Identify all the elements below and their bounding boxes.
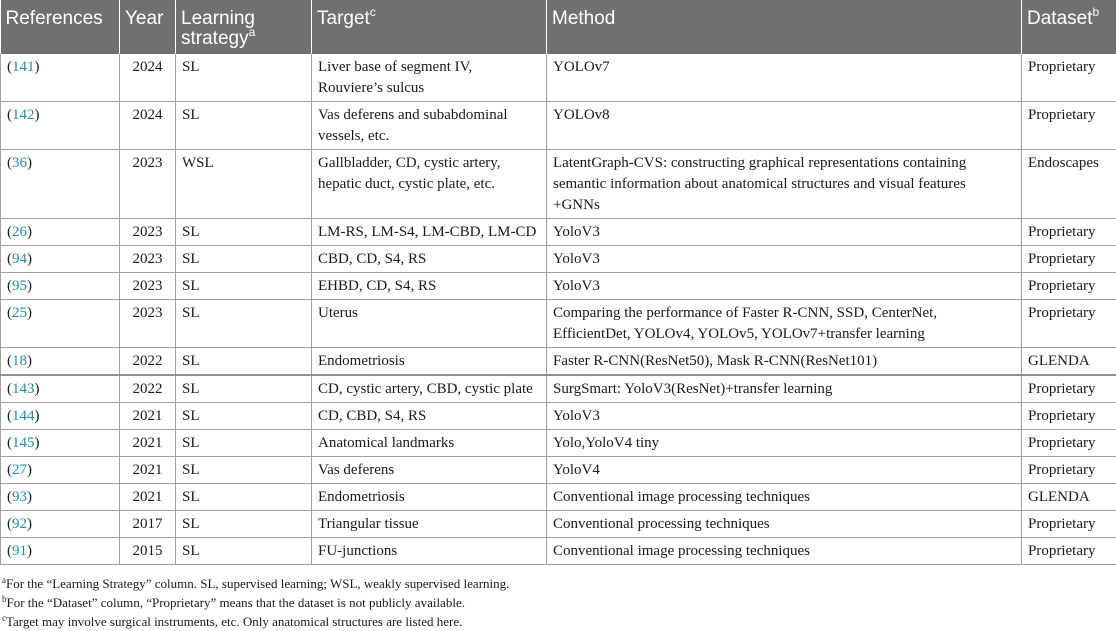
- cell-strategy: SL: [176, 102, 312, 150]
- cell-dataset: Proprietary: [1022, 457, 1116, 484]
- cell-dataset: Proprietary: [1022, 219, 1116, 246]
- table-header: [1, 0, 1116, 54]
- cell-year: 2015: [120, 538, 176, 565]
- cell-reference: (27): [1, 457, 120, 484]
- cell-strategy: SL: [176, 348, 312, 376]
- footnote-text: For the “Dataset” column, “Proprietary” means that the dataset is not publicly available.: [7, 595, 465, 610]
- cell-dataset: Proprietary: [1022, 102, 1116, 150]
- cell-dataset: Endoscapes: [1022, 150, 1116, 219]
- cell-method: LatentGraph-CVS: constructing graphical representations containing semantic information about anatomical structures and visual features +GNNs: [547, 150, 1022, 219]
- cell-year: 2021: [120, 457, 176, 484]
- cell-target: Gallbladder, CD, cystic artery, hepatic duct, cystic plate, etc.: [312, 150, 547, 219]
- reference-link[interactable]: 95: [12, 278, 27, 294]
- header-year: Year: [120, 0, 176, 54]
- reference-link[interactable]: 36: [12, 155, 27, 171]
- cell-year: 2021: [120, 403, 176, 430]
- cell-method: SurgSmart: YoloV3(ResNet)+transfer learning: [547, 375, 1022, 403]
- cell-reference: (25): [1, 300, 120, 348]
- footnote-mark: c: [2, 613, 6, 623]
- cell-dataset: Proprietary: [1022, 273, 1116, 300]
- cell-year: 2023: [120, 219, 176, 246]
- cell-year: 2023: [120, 150, 176, 219]
- cell-strategy: SL: [176, 54, 312, 102]
- cell-method: Yolo,YoloV4 tiny: [547, 430, 1022, 457]
- cell-method: Conventional image processing techniques: [547, 484, 1022, 511]
- table-row: [1, 538, 1116, 565]
- footnote: [0, 593, 1116, 612]
- table-row: [1, 511, 1116, 538]
- cell-method: YoloV3: [547, 246, 1022, 273]
- cell-dataset: Proprietary: [1022, 300, 1116, 348]
- footnote-text: Target may involve surgical instruments, etc. Only anatomical structures are listed here.: [6, 614, 462, 629]
- cell-dataset: GLENDA: [1022, 348, 1116, 376]
- table-row: [1, 430, 1116, 457]
- reference-link[interactable]: 144: [12, 408, 35, 424]
- cell-strategy: SL: [176, 538, 312, 565]
- cell-target: Triangular tissue: [312, 511, 547, 538]
- cell-strategy: SL: [176, 273, 312, 300]
- reference-link[interactable]: 26: [12, 224, 27, 240]
- cell-target: CD, cystic artery, CBD, cystic plate: [312, 375, 547, 403]
- cell-strategy: SL: [176, 246, 312, 273]
- reference-link[interactable]: 92: [12, 516, 27, 532]
- table-body: [1, 54, 1116, 565]
- cell-strategy: SL: [176, 484, 312, 511]
- cell-method: YOLOv7: [547, 54, 1022, 102]
- header-method: Method: [547, 0, 1022, 54]
- cell-dataset: Proprietary: [1022, 430, 1116, 457]
- footnote-mark: b: [2, 594, 7, 604]
- cell-method: Conventional processing techniques: [547, 511, 1022, 538]
- cell-year: 2023: [120, 273, 176, 300]
- table-row: [1, 273, 1116, 300]
- cell-reference: (142): [1, 102, 120, 150]
- cell-year: 2017: [120, 511, 176, 538]
- table-row: [1, 348, 1116, 376]
- footnotes: [0, 574, 1116, 631]
- cell-reference: (26): [1, 219, 120, 246]
- cell-method: Conventional image processing techniques: [547, 538, 1022, 565]
- cell-target: CD, CBD, S4, RS: [312, 403, 547, 430]
- cell-year: 2022: [120, 375, 176, 403]
- cell-strategy: SL: [176, 430, 312, 457]
- cell-target: Vas deferens: [312, 457, 547, 484]
- footnote-mark: a: [2, 575, 6, 585]
- reference-link[interactable]: 94: [12, 251, 27, 267]
- cell-target: LM-RS, LM-S4, LM-CBD, LM-CD: [312, 219, 547, 246]
- table-row: [1, 54, 1116, 102]
- cell-dataset: Proprietary: [1022, 375, 1116, 403]
- reference-link[interactable]: 143: [12, 381, 35, 397]
- cell-target: Uterus: [312, 300, 547, 348]
- table-row: [1, 375, 1116, 403]
- cell-method: YOLOv8: [547, 102, 1022, 150]
- cell-method: Comparing the performance of Faster R-CNN, SSD, CenterNet, EfficientDet, YOLOv4, YOLOv5, YOLOv7+transfer learning: [547, 300, 1022, 348]
- cell-year: 2021: [120, 484, 176, 511]
- cell-year: 2024: [120, 54, 176, 102]
- cell-reference: (92): [1, 511, 120, 538]
- reference-link[interactable]: 91: [12, 543, 27, 559]
- cell-method: YoloV3: [547, 219, 1022, 246]
- cell-reference: (18): [1, 348, 120, 376]
- table-row: [1, 219, 1116, 246]
- footnote: [0, 612, 1116, 631]
- cell-reference: (36): [1, 150, 120, 219]
- table-row: [1, 403, 1116, 430]
- cell-target: EHBD, CD, S4, RS: [312, 273, 547, 300]
- cell-reference: (93): [1, 484, 120, 511]
- reference-link[interactable]: 27: [12, 462, 27, 478]
- cell-strategy: SL: [176, 511, 312, 538]
- cell-dataset: Proprietary: [1022, 511, 1116, 538]
- cell-reference: (144): [1, 403, 120, 430]
- cell-year: 2022: [120, 348, 176, 376]
- table-row: [1, 457, 1116, 484]
- cell-target: Endometriosis: [312, 484, 547, 511]
- cell-strategy: SL: [176, 457, 312, 484]
- cell-target: Anatomical landmarks: [312, 430, 547, 457]
- cell-dataset: Proprietary: [1022, 246, 1116, 273]
- cell-strategy: WSL: [176, 150, 312, 219]
- header-dataset: Dataset$^b$: [1022, 0, 1116, 54]
- cell-year: 2023: [120, 300, 176, 348]
- cell-reference: (143): [1, 375, 120, 403]
- cell-reference: (145): [1, 430, 120, 457]
- cell-target: Vas deferens and subabdominal vessels, etc.: [312, 102, 547, 150]
- cell-method: Faster R-CNN(ResNet50), Mask R-CNN(ResNet101): [547, 348, 1022, 376]
- cell-target: Endometriosis: [312, 348, 547, 376]
- cell-dataset: Proprietary: [1022, 54, 1116, 102]
- cell-reference: (91): [1, 538, 120, 565]
- cell-dataset: Proprietary: [1022, 403, 1116, 430]
- cell-dataset: GLENDA: [1022, 484, 1116, 511]
- cell-method: YoloV4: [547, 457, 1022, 484]
- cell-method: YoloV3: [547, 273, 1022, 300]
- table-row: [1, 484, 1116, 511]
- cell-year: 2021: [120, 430, 176, 457]
- cell-dataset: Proprietary: [1022, 538, 1116, 565]
- cell-strategy: SL: [176, 219, 312, 246]
- header-target: Target$^c$: [312, 0, 547, 54]
- cell-strategy: SL: [176, 375, 312, 403]
- header-references: References: [1, 0, 120, 54]
- cell-target: Liver base of segment IV, Rouviere’s sulcus: [312, 54, 547, 102]
- cell-year: 2023: [120, 246, 176, 273]
- cell-method: YoloV3: [547, 403, 1022, 430]
- cell-strategy: SL: [176, 300, 312, 348]
- reference-link[interactable]: 145: [12, 435, 35, 451]
- reference-link[interactable]: 142: [12, 107, 35, 123]
- table-row: [1, 150, 1116, 219]
- footnote: [0, 574, 1116, 593]
- cell-year: 2024: [120, 102, 176, 150]
- table-row: [1, 246, 1116, 273]
- cell-reference: (94): [1, 246, 120, 273]
- footnote-text: For the “Learning Strategy” column. SL, supervised learning; WSL, weakly supervised learning.: [6, 576, 509, 591]
- cell-strategy: SL: [176, 403, 312, 430]
- reference-link[interactable]: 141: [12, 59, 35, 75]
- table-row: [1, 300, 1116, 348]
- cell-reference: (95): [1, 273, 120, 300]
- reference-link[interactable]: 25: [12, 305, 27, 321]
- reference-link[interactable]: 18: [12, 353, 27, 369]
- cell-target: FU-junctions: [312, 538, 547, 565]
- reference-link[interactable]: 93: [12, 489, 27, 505]
- table-row: [1, 102, 1116, 150]
- cell-reference: (141): [1, 54, 120, 102]
- cell-target: CBD, CD, S4, RS: [312, 246, 547, 273]
- header-learning-strategy: Learning strategy$^a$: [176, 0, 312, 54]
